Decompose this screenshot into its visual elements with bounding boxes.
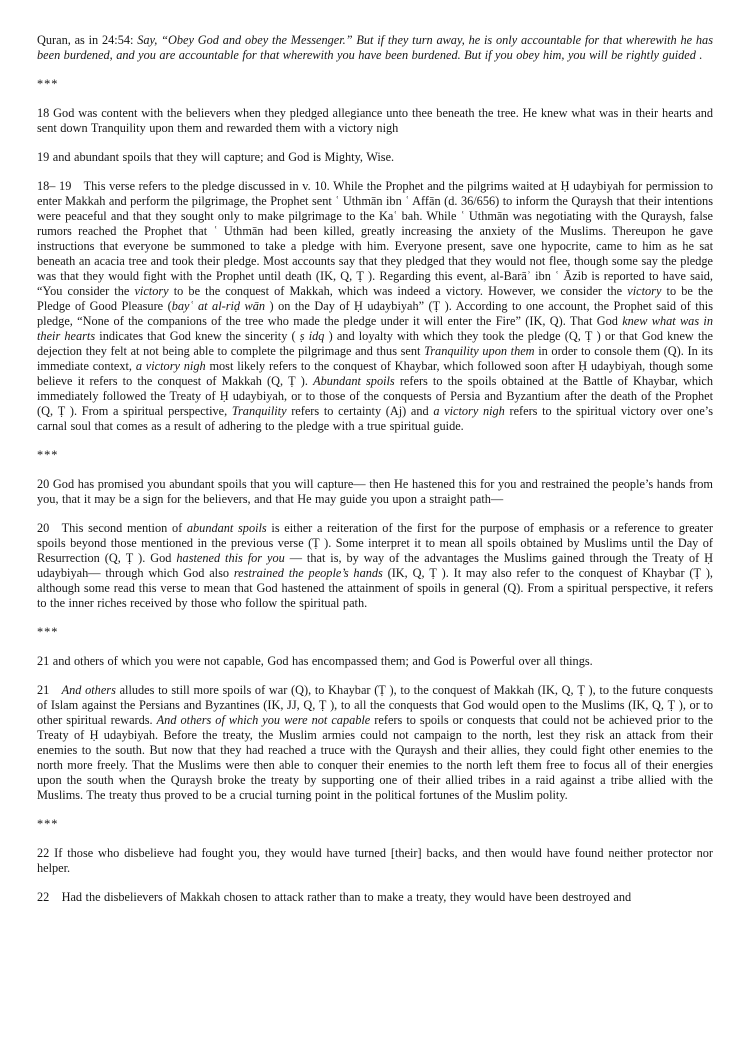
verse-18 [37,106,713,136]
section-separator [37,625,713,640]
section-separator [37,77,713,92]
text-run: alludes to still more spoils of war (Q), to Khaybar (Ṭ ), to the conquest of Makkah (IK, Q, Ṭ ), to the future conquests of Islam against the Persians and Byzantines (IK, JJ, Q, Ṭ ), to all the conquests that God would open to the Muslims (IK, Q, Ṭ ), or to other spiritual rewards. [37,683,713,727]
text-run: 22 If those who disbelieve had fought you, they would have turned [their] backs, and then would have found neither protector nor helper. [37,846,713,875]
verse-21 [37,654,713,669]
text-run: 21 and others of which you were not capable, God has encompassed them; and God is Powerful over all things. [37,654,593,668]
verse-22 [37,846,713,876]
commentary-20 [37,521,713,611]
italic-text-run: And others of which you were not capable [156,713,371,727]
text-run: in order to console them (Q). In its immediate context, [37,344,713,373]
text-run: (IK, Q, Ṭ ). It may also refer to the conquest of Khaybar (Ṭ ), although some read this verse to mean that God hastened the attainment of spoils in general (Q). From a spiritual perspective, it refers to the inner riches received by those who follow the spiritual path. [37,566,713,610]
text-run: 20 This second mention of [37,521,187,535]
text-run: 18 God was content with the believers when they pledged allegiance unto thee beneath the tree. He knew what was in their hearts and sent down Tranquility upon them and rewarded them with a victory nigh [37,106,713,135]
italic-text-run: restrained the people’s hands [233,566,383,580]
italic-text-run: abundant spoils [186,521,267,535]
italic-text-run: victory [134,284,169,298]
italic-text-run: knew what was in their hearts [37,314,713,343]
italic-text-run: Tranquility [231,404,287,418]
text-run: ) on the Day of Ḥ udaybiyah” (Ṭ ). According to one account, the Prophet said of this pledge, “None of the companions of the tree who made the pledge under it will enter the Fire” (IK, Q). That God [37,299,714,328]
continuation-paragraph [37,33,713,63]
text-run: *** [37,77,59,91]
italic-text-run: Tranquility upon them [424,344,535,358]
text-run: *** [37,817,59,831]
italic-text-run: bayʿ at al-riḍ wān [171,299,266,313]
italic-text-run: victory [627,284,662,298]
text-run: Quran, as in 24:54: [37,33,138,47]
italic-text-run: Say, “Obey God and obey the Messenger.” But if they turn away, he is only accountable for that wherewith he has been burdened, and you are accountable for that wherewith you have been burdened. But if you obey him, you will be rightly guided . [37,33,713,62]
section-separator [37,448,713,463]
section-separator [37,817,713,832]
text-run: *** [37,448,59,462]
text-run: most likely refers to the conquest of Khaybar, which followed soon after Ḥ udaybiyah, though some believe it refers to the conquest of Makkah (Q, Ṭ ). [37,359,714,388]
commentary-22 [37,890,713,905]
italic-text-run: hastened this for you [176,551,285,565]
verse-20 [37,477,713,507]
text-run: to be the conquest of Makkah, which was indeed a victory. However, we consider the [168,284,628,298]
commentary-21 [37,683,713,803]
text-run: ) and loyalty with which they took the pledge (Q, Ṭ ) or that God knew the dejection they felt at not being able to complete the pilgrimage and thus sent [37,329,713,358]
text-run: is either a reiteration of the first for the purpose of emphasis or a reference to greater spoils beyond those mentioned in the previous verse (Ṭ ). Some interpret it to mean all spoils obtained by Muslims until the Day of Resurrection (Q, Ṭ ). God [37,521,713,565]
page-body [37,33,713,905]
italic-text-run: a victory nigh [433,404,505,418]
text-run: indicates that God knew the sincerity ( [95,329,300,343]
commentary-18-19 [37,179,713,434]
text-run: to be the Pledge of Good Pleasure ( [37,284,713,313]
text-run: refers to spoils or conquests that could not be achieved prior to the Treaty of Ḥ udaybiyah. Before the treaty, the Muslim armies could not campaign to the north, lest they risk an attack from their enemies to the south. But now that they had reached a truce with the Quraysh and their allies, they could fight other enemies to the north more freely. That the Muslims were then able to conquer their enemies to the north left them free to focus all of their energies upon the south when the Quraysh broke the treaty by supporting one of their allied tribes in a raid against a tribe allied with the Muslims. The treaty thus proved to be a crucial turning point in the political fortunes of the Muslim polity. [37,713,713,802]
italic-text-run: a victory nigh [135,359,206,373]
text-run: 21 [37,683,62,697]
text-run: 22 Had the disbelievers of Makkah chosen to attack rather than to make a treaty, they would have been destroyed and [37,890,632,904]
text-run: refers to the spoils obtained at the Battle of Khaybar, which immediately followed the Treaty of Ḥ udaybiyah, or to those of the conquests of Persia and Byzantium after the death of the Prophet (Q, Ṭ ). From a spiritual perspective, [37,374,714,418]
text-run: *** [37,625,59,639]
italic-text-run: Abundant spoils [313,374,395,388]
text-run: 19 and abundant spoils that they will capture; and God is Mighty, Wise. [37,150,395,164]
italic-text-run: And others [61,683,116,697]
italic-text-run: ṣ idq [299,329,325,343]
text-run: refers to the spiritual victory over one’s carnal soul that comes as a result of adhering to the pledge with a true spiritual guide. [37,404,713,433]
text-run: 20 God has promised you abundant spoils that you will capture— then He hastened this for you and restrained the people’s hands from you, that it may be a sign for the believers, and that He may guide you upon a straight path— [37,477,713,506]
text-run: — that is, by way of the advantages the Muslims gained through the Treaty of Ḥ udaybiyah— through which God also [37,551,713,580]
text-run: 18– 19 This verse refers to the pledge discussed in v. 10. While the Prophet and the pilgrims waited at Ḥ udaybiyah for permission to enter Makkah and perform the pilgrimage, the Prophet sent ʿ Uthmān ibn ʿ Affān (d. 36/656) to inform the Quraysh that their intentions were peaceful and that they sought only to make pilgrimage to the Kaʿ bah. While ʿ Uthmān was negotiating with the Quraysh, false rumors reached the Prophet that ʿ Uthmān had been killed, greatly increasing the anxiety of the Muslims. Thereupon he gave instructions that everyone be summoned to take a pledge with him. Everyone present, save one hypocrite, came to him as he sat beneath an acacia tree and took their pledge. Most accounts say that they pledged that they would not flee, though some say the pledge was that they would fight with the Prophet until death (IK, Q, Ṭ ). Regarding this event, al-Barāʾ ibn ʿ Āzib is reported to have said, “You consider the [37,179,713,298]
verse-19 [37,150,713,165]
text-run: refers to certainty (Aj) and [286,404,434,418]
